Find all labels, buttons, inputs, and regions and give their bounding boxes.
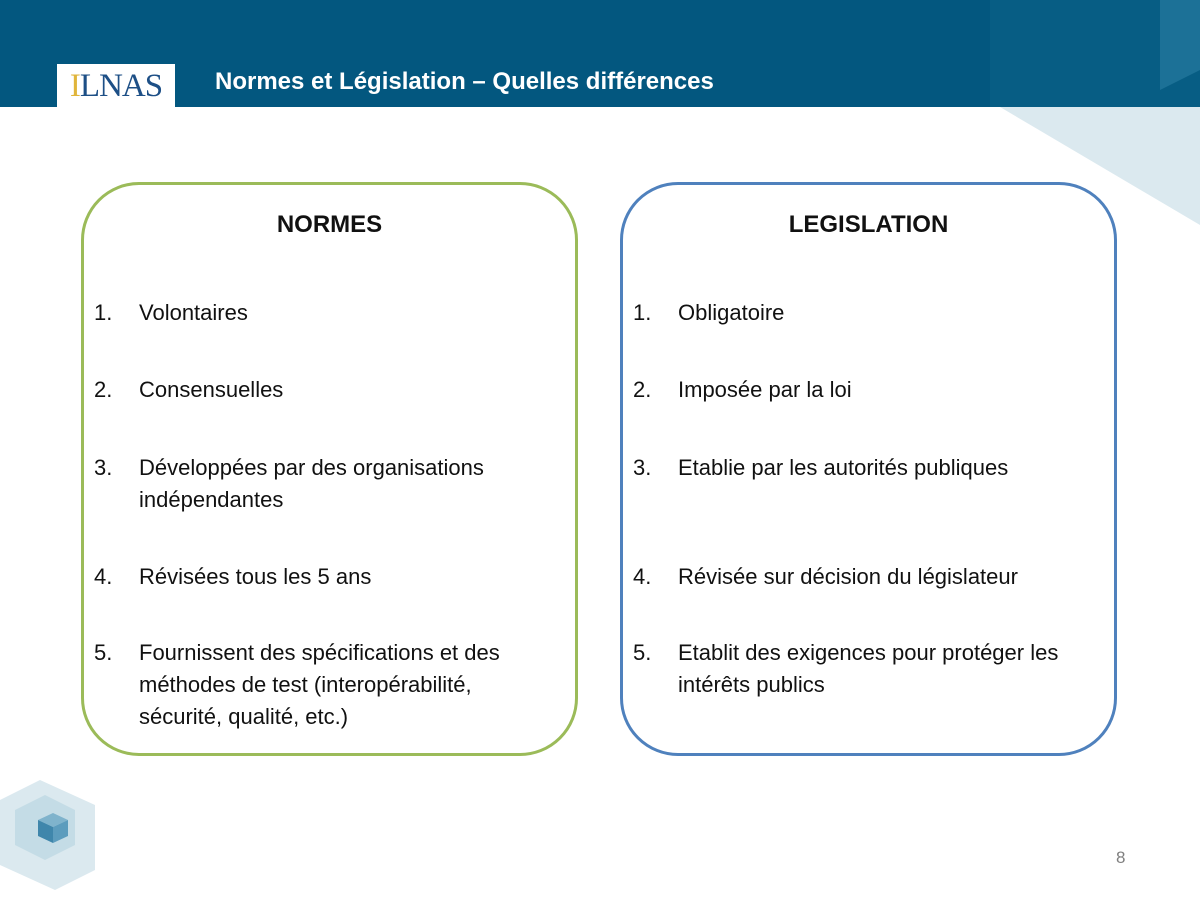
normes-heading: NORMES bbox=[276, 211, 383, 238]
item-number: 2. bbox=[633, 377, 652, 402]
legislation-panel bbox=[620, 182, 1117, 756]
slide-title: Normes et Législation – Quelles différences bbox=[215, 68, 714, 95]
item-text: Etablie par les autorités publiques bbox=[678, 455, 1009, 480]
logo-prefix: I bbox=[69, 68, 80, 104]
cube-decoration bbox=[0, 780, 100, 900]
item-text: Révisée sur décision du législateur bbox=[678, 564, 1018, 589]
item-text: Imposée par la loi bbox=[678, 377, 852, 402]
item-number: 3. bbox=[94, 455, 113, 480]
logo bbox=[57, 64, 175, 107]
logo-rest: LNAS bbox=[79, 68, 163, 104]
item-number: 3. bbox=[633, 455, 652, 480]
item-text: Développées par des organisations indépendantes bbox=[139, 455, 484, 512]
item-text: Consensuelles bbox=[139, 377, 284, 402]
normes-panel bbox=[81, 182, 578, 756]
item-number: 4. bbox=[633, 564, 652, 589]
item-text: Volontaires bbox=[139, 300, 248, 325]
item-number: 1. bbox=[94, 300, 113, 325]
item-number: 4. bbox=[94, 564, 113, 589]
page-number: 8 bbox=[1116, 848, 1126, 867]
item-number: 2. bbox=[94, 377, 113, 402]
legislation-heading: LEGISLATION bbox=[788, 211, 949, 238]
item-number: 5. bbox=[633, 640, 652, 665]
item-text: Etablit des exigences pour protéger les intérêts publics bbox=[678, 640, 1059, 697]
item-text: Obligatoire bbox=[678, 300, 785, 325]
item-text: Révisées tous les 5 ans bbox=[139, 564, 372, 589]
item-number: 5. bbox=[94, 640, 113, 665]
item-number: 1. bbox=[633, 300, 652, 325]
item-text: Fournissent des spécifications et des méthodes de test (interopérabilité, sécurité, qualité, etc.) bbox=[139, 640, 500, 729]
